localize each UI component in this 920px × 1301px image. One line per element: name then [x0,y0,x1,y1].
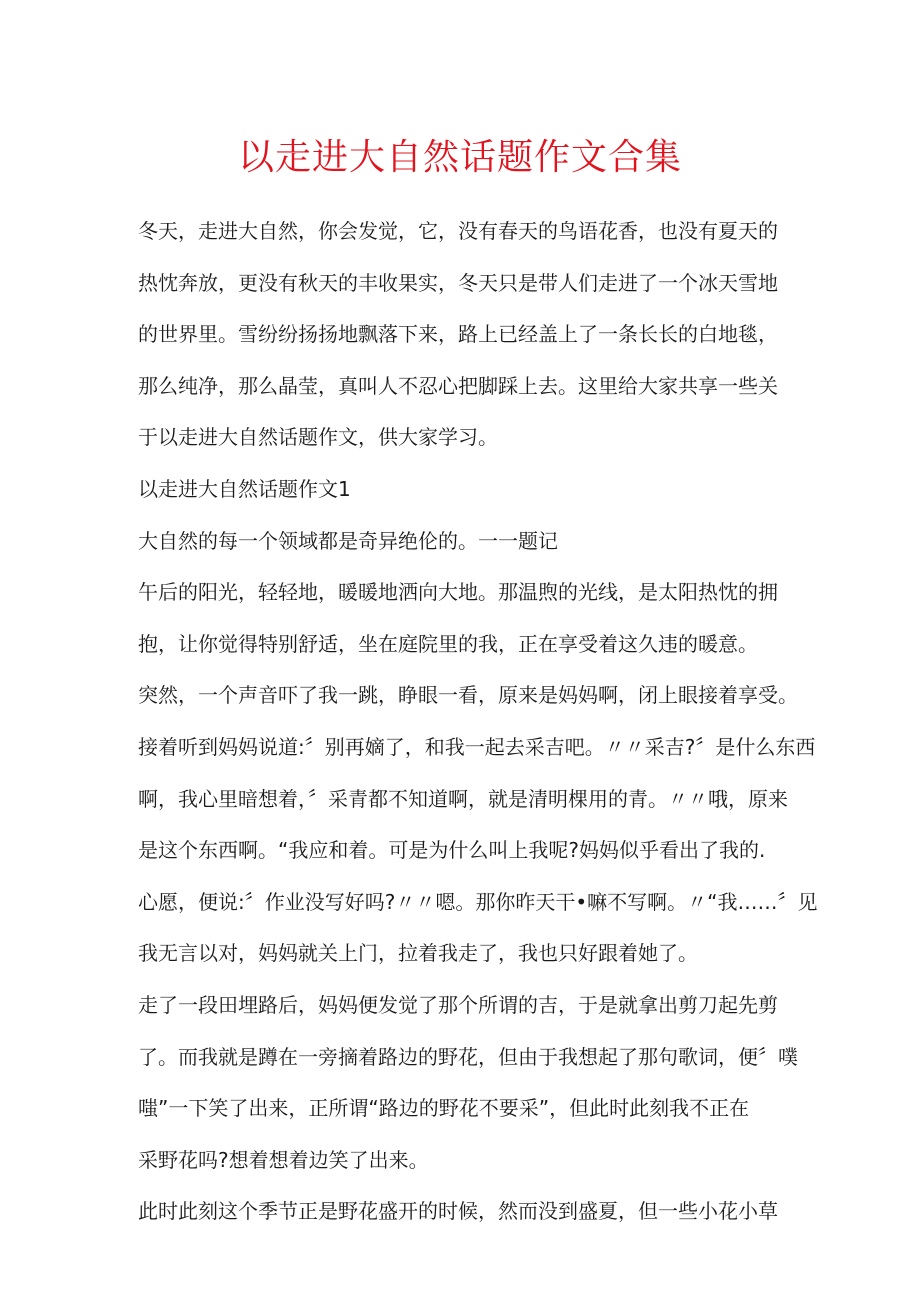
text-line: 是这个东西啊。“我应和着。可是为什么叫上我呢?妈妈似乎看出了我的. [138,838,766,863]
section-heading: 以走进大自然话题作文1 [138,476,351,501]
text-line: 此时此刻这个季节正是野花盛开的时候，然而没到盛夏，但一些小花小草 [138,1199,778,1224]
text-line: 接着听到妈妈说道:〞别再嫡了，和我一起去采吉吧。〃〃采吉?〞是什么东西 [138,734,816,759]
text-line: 热忱奔放，更没有秋天的丰收果实，冬天只是带人们走进了一个冰天雪地 [138,270,778,295]
text-line: 我无言以对，妈妈就关上门，拉着我走了，我也只好跟着她了。 [138,941,698,966]
text-line: 的世界里。雪纷纷扬扬地飘落下来，路上已经盖上了一条长长的白地毯， [138,322,778,347]
text-line: 抱，让你觉得特别舒适，坐在庭院里的我，正在享受着这久违的暖意。 [138,631,758,656]
text-line: 午后的阳光，轻轻地，暖暖地洒向大地。那温煦的光线，是太阳热忱的拥 [138,580,778,605]
text-line: 了。而我就是蹲在一旁摘着路边的野花，但由于我想起了那句歌词，便〞噗 [138,1044,798,1069]
text-line: 那么纯净，那么晶莹，真叫人不忍心把脚踩上去。这里给大家共享一些关 [138,373,778,398]
text-line: 心愿，便说:〞作业没写好吗?〃〃嗯。那你昨天干•嘛不写啊。〃“我……〞见 [138,889,818,914]
text-line: 采野花吗?想着想着边笑了出来。 [138,1147,429,1172]
text-line: 于以走进大自然话题作文，供大家学习。 [138,425,498,450]
text-line: 啊，我心里暗想着，〞采青都不知道啊，就是清明棵用的青。〃〃哦，原来 [138,786,788,811]
text-line: 大自然的每一个领域都是奇异绝伦的。一一题记 [138,528,558,553]
document-title: 以走进大自然话题作文合集 [237,137,682,178]
text-line: 冬天，走进大自然，你会发觉，它，没有春天的鸟语花香，也没有夏天的 [138,219,778,243]
text-line: 嗤”一下笑了出来，正所谓“路边的野花不要采”，但此时此刻我不正在 [138,1096,750,1121]
text-line: 突然，一个声音吓了我一跳，睁眼一看，原来是妈妈啊，闭上眼接着享受。 [138,683,798,708]
text-line: 走了一段田埋路后，妈妈便发觉了那个所谓的吉，于是就拿出剪刀起先剪 [138,992,778,1017]
document-body [138,206,818,1238]
